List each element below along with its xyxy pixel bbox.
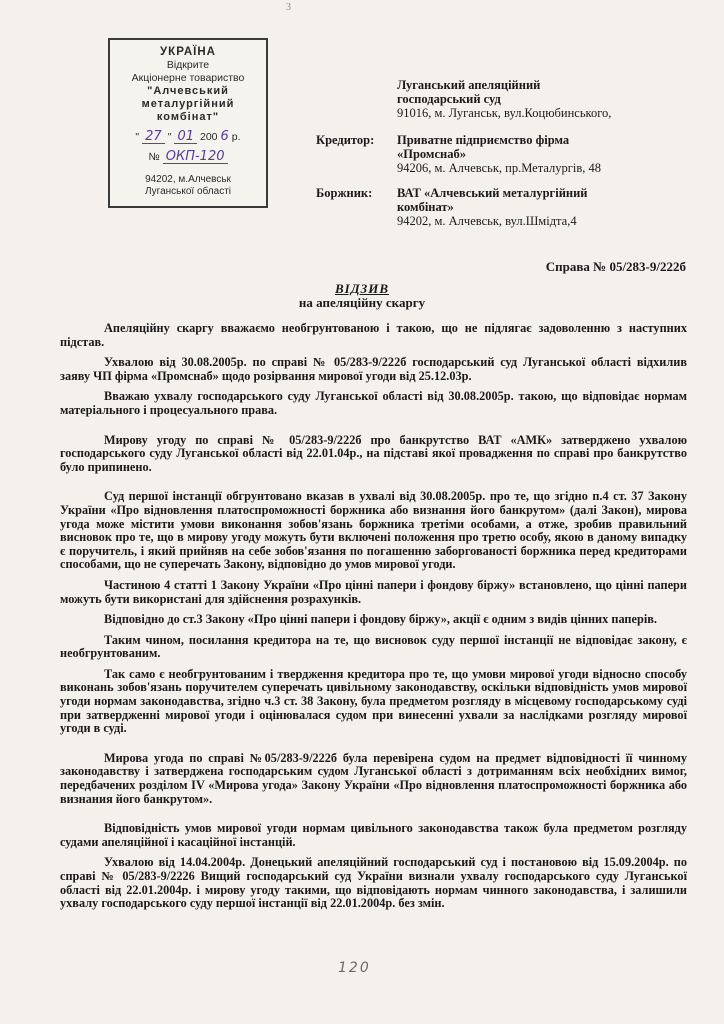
- stamp-number: [118, 150, 258, 164]
- stamp-line3: "Алчевський: [147, 85, 229, 97]
- stamp-line5: комбінат": [156, 111, 220, 123]
- paragraph: Мирову угоду по справі № 05/283-9/222б про банкрутство ВАТ «АМК» затверджено ухвалою господарського суду Луганської області від 22.01.04р., на підставі якої провадження по справі про банкрутство було припинено.: [60, 432, 687, 474]
- document-title: [0, 282, 724, 310]
- paragraph: Ухвалою від 30.08.2005р. по справі № 05/283-9/222б господарський суд Луганської області відхилив заяву ЧП фірма «Промснаб» щодо розірвання мирової угоди від 25.12.03р.: [60, 355, 687, 383]
- debtor-label: Боржник:: [316, 186, 373, 200]
- paragraph: Суд першої інстанції обгрунтовано вказав в ухвалі від 30.08.2005р. про те, що згідно п.4 ст. 37 Закону України «Про відновлення платоспроможності боржника або визнання його банкрутом» (далі Закон), мирова угода може містити умови виконання зобов'язань боржника третіми особами, а отже, зробив правильний висновок про те, що в мирову угоду можуть бути включені положення про третю особу, якою в даному випадку є поручитель, і який прийняв на себе зобов'язання по погашенню заборгованості боржника перед кредиторами способами, що не суперечать Закону, відповідно до умов мирової угоди.: [60, 489, 687, 572]
- court-name2: господарський суд: [397, 92, 501, 106]
- paragraph: Так само є необгрунтованим і твердження кредитора про те, що умови мирової угоди відносно способу виконань зобов'язань поручителем суперечать цивільному законодавству, оскільки відповідність умов мирової угоди нормам законодавства, згідно ч.3 ст. 38 Закону, була предметом розгляду в місцевому господарському суді при затвердженні мирової угоди і оцінювалася судом при винесенні ухвали за наслідками розгляду мирової угоди в суді.: [60, 666, 687, 736]
- paragraph: Апеляційну скаргу вважаємо необгрунтованою і такою, що не підлягає задоволенню з наступних підстав.: [60, 321, 687, 349]
- paragraph: Таким чином, посилання кредитора на те, що висновок суду першої інстанції не відповідає закону, є необгрунтованим.: [60, 632, 687, 661]
- stamp-date-year-hand: 6: [220, 129, 229, 144]
- stamp-country: УКРАЇНА: [160, 46, 216, 58]
- stamp-date: " 27 " 01 200 6 р.: [135, 129, 241, 144]
- debtor-name1: ВАТ «Алчевський металургійний: [397, 186, 588, 200]
- creditor-name1: Приватне підприємство фірма: [397, 133, 570, 147]
- creditor-block: [397, 133, 601, 175]
- debtor-address: 94202, м. Алчевськ, вул.Шмідта,4: [397, 214, 577, 228]
- stamp-date-suffix: р.: [231, 131, 241, 143]
- debtor-block: [397, 186, 588, 228]
- stamp-address: [118, 174, 258, 198]
- stamp-no-value: ОКП-120: [163, 150, 228, 164]
- page-number-mark: 120: [338, 960, 371, 976]
- paragraph: Частиною 4 статті 1 Закону України «Про цінні папери і фондову біржу» встановлено, що цінні папери можуть бути використані для здійснення розрахунків.: [60, 577, 687, 606]
- title-main: ВІДЗИВ: [334, 281, 389, 296]
- court-name1: Луганський апеляційний: [397, 78, 541, 92]
- company-stamp: [108, 38, 268, 208]
- stamp-date-month: 01: [174, 130, 197, 144]
- document-body: [60, 322, 687, 918]
- creditor-address: 94206, м. Алчевськ, пр.Металургів, 48: [397, 161, 601, 175]
- creditor-name2: «Промснаб»: [397, 147, 466, 161]
- court-block: [397, 78, 611, 120]
- stamp-date-day: 27: [142, 130, 165, 144]
- paragraph: Мирова угода по справі №05/283-9/222б була перевірена судом на предмет відповідності її чинному законодавству і затверджена господарським судом Луганської області з дотриманням всіх необхідних вимог, передбачених розділом IV «Мирова угода» Закону України «Про відновлення платоспроможності боржника або визнания його банкрутом».: [60, 750, 687, 806]
- paragraph: Відповідність умов мирової угоди нормам цивільного законодавства також була предметом розгляду судами апеляційної і касаційної інстанцій.: [60, 821, 687, 849]
- stamp-line2: Акціонерне товариство: [131, 72, 245, 84]
- paragraph: Ухвалою від 14.04.2004р. Донецький апеляційний господарський суд і постановою від 15.09.2004р. по справі № 05/283-9/2226 Вищий господарський суд України визнали ухвалу господарського суду Луганської області від 22.01.2004р. і мирову угоду такими, що відповідають нормам чинного законодавства, і залишили ухвалу господарського суду першої інстанції від 22.01.2004р. без змін.: [60, 855, 687, 911]
- stamp-line4: металургійний: [141, 98, 235, 110]
- debtor-name2: комбінат»: [397, 200, 454, 214]
- stamp-no-label: №: [148, 151, 160, 163]
- stamp-addr2: Луганської області: [144, 186, 232, 197]
- page-top-mark: 3: [286, 2, 291, 13]
- paragraph: Відповідно до ст.3 Закону «Про цінні папери і фондову біржу», акції є одним з видів цінних паперів.: [104, 612, 657, 627]
- stamp-date-year: 200: [199, 131, 218, 143]
- creditor-label: Кредитор:: [316, 133, 375, 147]
- court-address: 91016, м. Луганськ, вул.Коцюбинського,: [397, 106, 612, 120]
- paragraph: Вважаю ухвалу господарського суду Луганської області від 30.08.2005р. такою, що відповідає нормам матеріального і процесуального права.: [60, 389, 687, 417]
- stamp-line1: Відкрите: [166, 59, 210, 71]
- case-number: Справа № 05/283-9/222б: [545, 259, 686, 274]
- title-sub: на апеляційну скаргу: [298, 295, 426, 310]
- stamp-addr1: 94202, м.Алчевськ: [145, 174, 231, 185]
